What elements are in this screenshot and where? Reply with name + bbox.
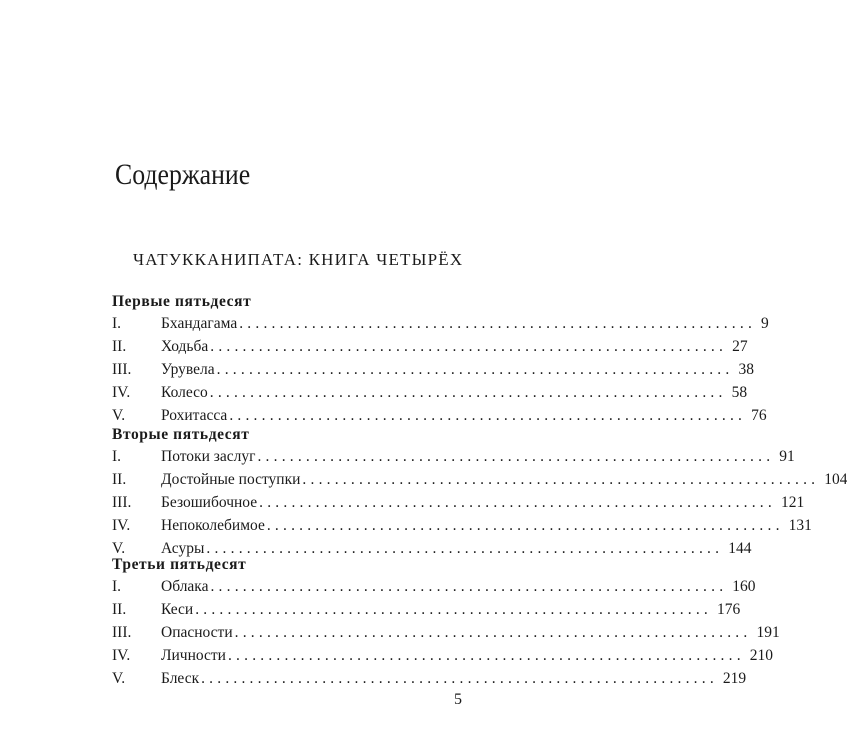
entry-title: Облака — [161, 578, 209, 595]
dot-leader: ................................................................ — [229, 407, 747, 424]
entry-title: Рохитасса — [161, 407, 228, 424]
entry-number: V. — [112, 670, 126, 687]
entry-page: 191 — [756, 624, 780, 641]
toc-entry[interactable] — [112, 445, 795, 468]
dot-leader: ................................................................ — [206, 540, 724, 557]
toc-entry[interactable] — [112, 312, 769, 335]
entry-number: II. — [112, 338, 127, 355]
entry-page: 38 — [738, 361, 754, 378]
toc-entry[interactable] — [112, 491, 805, 514]
toc-entry[interactable] — [112, 575, 756, 598]
entry-number: V. — [112, 407, 126, 424]
entry-page: 104 — [824, 471, 847, 488]
entry-number: II. — [112, 471, 127, 488]
entry-title: Кеси — [161, 601, 194, 618]
entry-number: I. — [112, 578, 122, 595]
dot-leader: ................................................................ — [227, 647, 745, 664]
book-title: ЧАТУККАНИПАТА: КНИГА ЧЕТЫРЁХ — [133, 250, 464, 269]
entry-page: 9 — [761, 315, 769, 332]
section-heading: Вторые пятьдесят — [112, 426, 250, 443]
toc-entry[interactable] — [112, 335, 748, 358]
dot-leader: ................................................................ — [209, 384, 727, 401]
entry-title: Непоколебимое — [161, 517, 265, 534]
entry-number: IV. — [112, 647, 131, 664]
entry-page: 219 — [722, 670, 747, 687]
section-heading: Третьи пятьдесят — [112, 556, 247, 573]
toc-entry[interactable] — [112, 644, 774, 667]
toc-entry[interactable] — [112, 404, 767, 427]
dot-leader: ................................................................ — [259, 494, 776, 511]
dot-leader: ................................................................ — [239, 315, 757, 332]
entry-title: Бхандагама — [161, 315, 238, 332]
toc-entry[interactable] — [112, 468, 847, 491]
entry-title: Личности — [161, 647, 226, 664]
entry-title: Урувела — [161, 361, 215, 378]
dot-leader: ................................................................ — [266, 517, 784, 534]
entry-page: 176 — [717, 601, 741, 618]
entry-number: II. — [112, 601, 127, 618]
entry-page: 121 — [780, 494, 805, 511]
entry-number: III. — [112, 624, 132, 641]
toc-entry[interactable] — [112, 358, 754, 381]
toc-entry[interactable] — [112, 598, 741, 621]
page-number: 5 — [454, 691, 462, 708]
entry-number: V. — [112, 540, 126, 557]
dot-leader: ................................................................ — [210, 578, 728, 595]
entry-number: I. — [112, 448, 122, 465]
entry-title: Потоки заслуг — [161, 448, 256, 465]
toc-entry[interactable] — [112, 667, 747, 690]
page-title: Содержание — [115, 158, 251, 191]
entry-page: 131 — [788, 517, 812, 534]
entry-page: 160 — [732, 578, 756, 595]
entry-title: Достойные поступки — [161, 471, 301, 488]
toc-section-second-fifty — [112, 425, 847, 560]
entry-title: Блеск — [161, 670, 200, 687]
entry-number: IV. — [112, 517, 131, 534]
entry-page: 144 — [728, 540, 752, 557]
entry-number: III. — [112, 494, 132, 511]
entry-page: 27 — [732, 338, 748, 355]
entry-page: 91 — [779, 448, 795, 465]
entry-title: Безошибочное — [161, 494, 258, 511]
entry-page: 76 — [751, 407, 767, 424]
entry-title: Асуры — [161, 540, 205, 557]
entry-page: 58 — [731, 384, 748, 401]
dot-leader: ................................................................ — [201, 670, 718, 687]
dot-leader: ................................................................ — [302, 471, 820, 488]
entry-number: IV. — [112, 384, 131, 401]
entry-page: 210 — [749, 647, 774, 664]
dot-leader: ................................................................ — [257, 448, 775, 465]
toc-section-first-fifty — [112, 292, 769, 427]
entry-title: Колесо — [161, 384, 208, 401]
dot-leader: ................................................................ — [216, 361, 734, 378]
entry-title: Ходьба — [161, 338, 209, 355]
toc-entry[interactable] — [112, 381, 748, 404]
entry-number: I. — [112, 315, 122, 332]
toc-section-third-fifty — [112, 555, 780, 690]
dot-leader: ................................................................ — [234, 624, 752, 641]
section-heading: Первые пятьдесят — [112, 293, 252, 310]
entry-title: Опасности — [161, 624, 233, 641]
dot-leader: ................................................................ — [195, 601, 713, 618]
toc-entry[interactable] — [112, 621, 780, 644]
dot-leader: ................................................................ — [210, 338, 728, 355]
toc-entry[interactable] — [112, 514, 812, 537]
entry-number: III. — [112, 361, 132, 378]
